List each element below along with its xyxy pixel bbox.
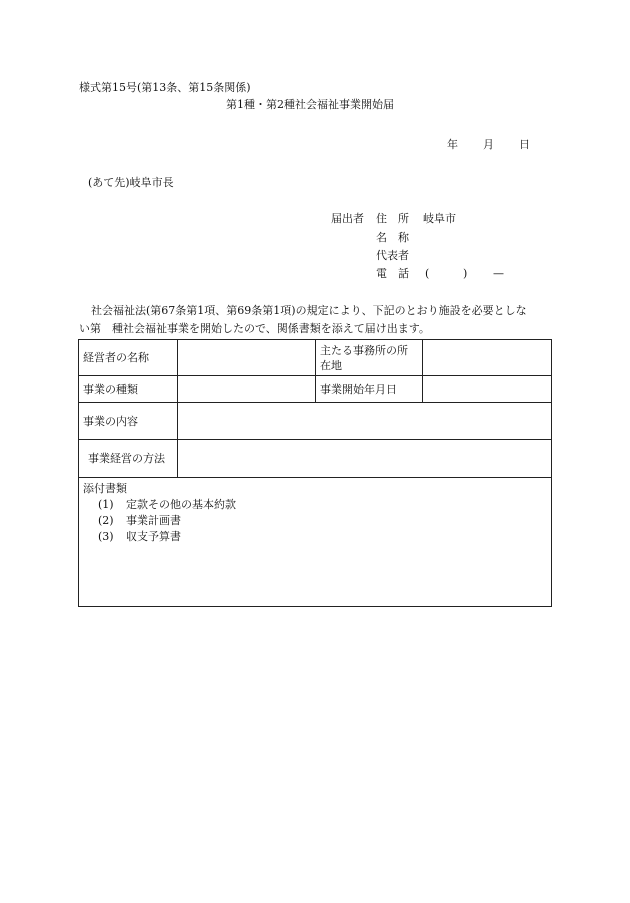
phone-dash: —	[493, 267, 504, 280]
address-label: 住 所	[376, 212, 409, 225]
attachment-num-1: (1)	[98, 498, 114, 511]
attachments-label: 添付書類	[83, 482, 127, 495]
start-date-value[interactable]	[423, 376, 552, 403]
applicant-label: 届出者	[331, 212, 364, 225]
date-line	[447, 139, 530, 150]
business-type-label: 事業の種類	[79, 376, 178, 403]
date-year: 年	[447, 138, 458, 151]
attachment-text-1: 定款その他の基本約款	[126, 498, 236, 511]
body-text-line1: 社会福祉法(第67条第1項、第69条第1項)の規定により、下記のとおり施設を必要としな	[91, 304, 527, 317]
main-office-label: 主たる事務所の所在地	[316, 340, 423, 376]
operator-name-label: 経営者の名称	[79, 340, 178, 376]
operator-name-value[interactable]	[178, 340, 316, 376]
business-method-label: 事業経営の方法	[79, 440, 178, 478]
start-date-label: 事業開始年月日	[316, 376, 423, 403]
business-content-label: 事業の内容	[79, 403, 178, 440]
phone-label: 電 話	[376, 267, 409, 280]
business-type-value[interactable]	[178, 376, 316, 403]
attachments-cell	[79, 478, 552, 607]
name-label: 名 称	[376, 231, 409, 244]
body-text-line2: い第 種社会福祉事業を開始したので、関係書類を添えて届け出ます。	[79, 322, 430, 335]
attachment-num-2: (2)	[98, 514, 114, 527]
attachment-num-3: (3)	[98, 530, 114, 543]
form-number: 様式第15号(第13条、第15条関係)	[79, 81, 251, 94]
attachment-item-1	[83, 497, 547, 513]
date-day: 日	[519, 138, 530, 151]
attachment-text-3: 収支予算書	[126, 530, 181, 543]
business-content-value[interactable]	[178, 403, 552, 440]
phone-open-paren: (	[425, 267, 430, 280]
main-office-value[interactable]	[423, 340, 552, 376]
business-form-table	[78, 339, 552, 607]
address-value: 岐阜市	[423, 212, 456, 225]
attachment-item-3	[83, 529, 547, 545]
phone-close-paren: )	[463, 267, 468, 280]
business-method-value[interactable]	[178, 440, 552, 478]
date-month: 月	[483, 138, 494, 151]
addressee: (あて先)岐阜市長	[88, 176, 174, 189]
representative-label: 代表者	[376, 249, 409, 262]
attachment-text-2: 事業計画書	[126, 514, 181, 527]
attachment-item-2	[83, 513, 547, 529]
document-title: 第1種・第2種社会福祉事業開始届	[226, 98, 394, 111]
